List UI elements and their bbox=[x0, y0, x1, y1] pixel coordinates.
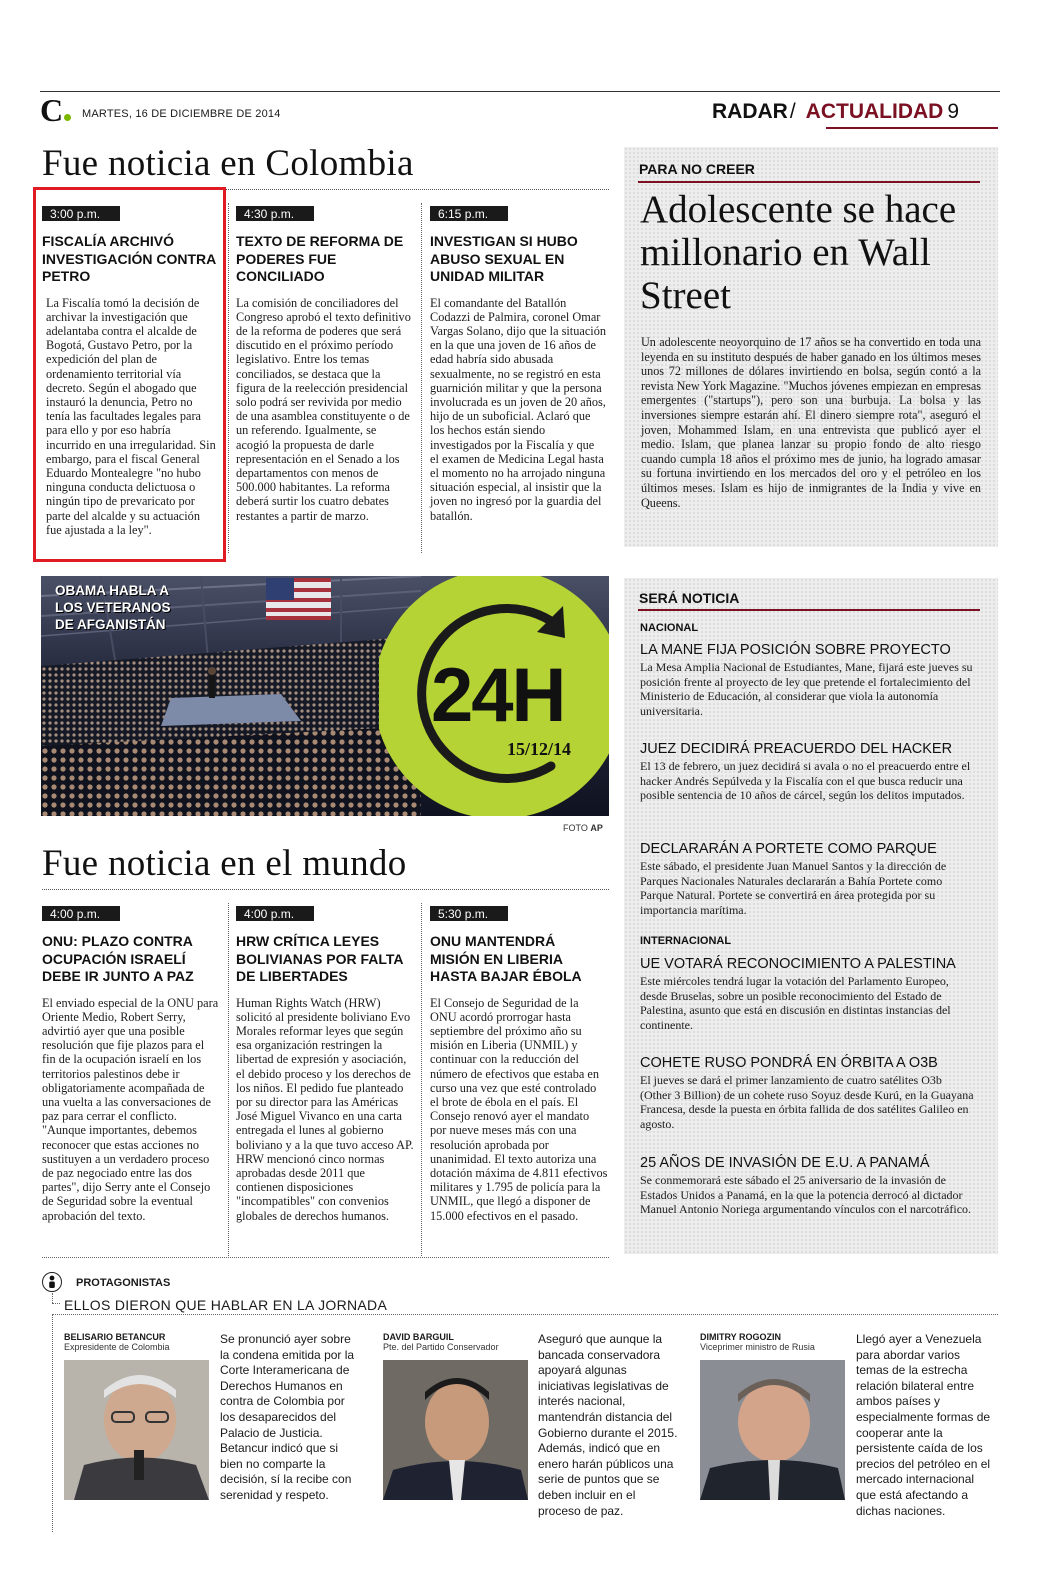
sera-headline: JUEZ DECIDIRÁ PREACUERDO DEL HACKER bbox=[640, 741, 953, 757]
photo-credit: FOTO AP bbox=[563, 823, 603, 833]
panel-rule bbox=[638, 609, 980, 611]
sera-body: Este sábado, el presidente Juan Manuel Santos y la dirección de Parques Nacionales Naturales declararán a Bahía Portete como Parque Natural. Portete se convertirá en área protegida por su importancia marítima. bbox=[640, 859, 947, 917]
badge-24h-text: 24H bbox=[431, 653, 565, 738]
sera-item-3 bbox=[640, 841, 975, 917]
sera-item-6 bbox=[640, 1155, 975, 1217]
section-radar: RADAR bbox=[712, 100, 788, 123]
section-header bbox=[712, 100, 959, 124]
news-headline: INVESTIGAN SI HUBO ABUSO SEXUAL EN UNIDAD MILITAR bbox=[430, 233, 578, 284]
protagonistas-connector bbox=[52, 1303, 60, 1304]
sera-body: La Mesa Amplia Nacional de Estudiantes, Mane, fijará este jueves su posición frente al proyecto de ley que pretende el fortalecimiento del Ministerio de Educación, al considerar que viola la autonomía universitaria. bbox=[640, 660, 973, 718]
column-divider bbox=[228, 203, 229, 553]
sera-headline: DECLARARÁN A PORTETE COMO PARQUE bbox=[640, 841, 937, 857]
american-flag bbox=[266, 578, 331, 620]
time-badge: 6:15 p.m. bbox=[430, 206, 508, 221]
mundo-section-title: Fue noticia en el mundo bbox=[42, 843, 407, 884]
panel-label: PARA NO CREER bbox=[639, 161, 755, 177]
person-icon bbox=[42, 1272, 62, 1292]
protagonist-role: Viceprimer ministro de Rusia bbox=[700, 1342, 815, 1352]
news-body: El Consejo de Seguridad de la ONU acordó prorrogar hasta septiembre del próximo año su misión en Liberia (UNMIL) y continuar con la reducción del número de efectivos que estaba en curso una vez que esté controlado el brote de ébola en el país. El Consejo renovó ayer el mandato por nueve meses más con una resolución aprobada por unanimidad. El texto autoriza una dotación máxima de 4.811 efectivos militares y 1.795 de policía para la UNMIL, que llegó a disponer de 15.000 efectivos en el pasado. bbox=[430, 995, 608, 1223]
protagonist-text: Se pronunció ayer sobre la condena emitida por la Corte Interamericana de Derechos Humanos en contra de Colombia por los desaparecidos del Palacio de Justicia. Betancur indicó que si bien no comparte la decisión, sí la recibe con serenidad y respeto. bbox=[220, 1332, 355, 1502]
colombia-item-2 bbox=[236, 203, 412, 523]
panel-rule bbox=[638, 181, 980, 183]
sera-headline: COHETE RUSO PONDRÁ EN ÓRBITA A O3B bbox=[640, 1055, 938, 1071]
panel-label: SERÁ NOTICIA bbox=[639, 590, 740, 606]
news-headline: TEXTO DE REFORMA DE PODERES FUE CONCILIADO bbox=[236, 233, 404, 284]
sera-headline: 25 AÑOS DE INVASIÓN DE E.U. A PANAMÁ bbox=[640, 1155, 930, 1171]
mundo-item-2 bbox=[236, 903, 414, 1223]
news-headline: ONU MANTENDRÁ MISIÓN EN LIBERIA HASTA BAJAR ÉBOLA bbox=[430, 933, 582, 984]
logo-dot-icon bbox=[64, 114, 71, 121]
sera-body: Se conmemorará este sábado el 25 aniversario de la invasión de Estados Unidos a Panamá, en la que la potencia derrocó al dictador Manuel Antonio Noriega argumentando vínculos con el narcotráfico. bbox=[640, 1173, 972, 1217]
sera-body: El jueves se dará el primer lanzamiento de cuatro satélites O3b (Other 3 Billion) de un cohete ruso Soyuz desde Kurú, en la Guayana Francesa, desde la puesta en órbita fallida de dos satélites Galileo en agosto. bbox=[640, 1073, 974, 1131]
colombia-item-1 bbox=[42, 203, 218, 537]
rogozin-portrait bbox=[700, 1360, 845, 1500]
protagonist-text: Aseguró que aunque la bancada conservadora apoyará algunas iniciativas legislativas de interés nacional, mantendrán distancia del Gobierno durante el 2015. Además, indicó que en enero harán públicos una serie de puntos que se deben incluir en el proceso de paz. bbox=[538, 1332, 678, 1518]
sera-item-5 bbox=[640, 1055, 975, 1131]
masthead-rule bbox=[40, 91, 1000, 92]
protagonist-role: Expresidente de Colombia bbox=[64, 1342, 170, 1352]
protagonist-name: BELISARIO BETANCUR bbox=[64, 1332, 166, 1342]
time-badge: 4:30 p.m. bbox=[236, 206, 314, 221]
news-body: El comandante del Batallón Codazzi de Palmira, coronel Omar Vargas Solano, dijo que la situación en la que una joven de 16 años de edad habría sido abusada sexualmente, no se registró en esta guarnición militar y que la persona involucrada es un joven de 20 años, hijo de un suboficial. Aclaró que los hechos están siendo investigados por la Fiscalía y que el examen de Medicina Legal hasta el momento no ha arrojado ninguna situación especial, al insistir que la joven no ingresó por la guardia del batallón. bbox=[430, 295, 606, 523]
column-divider bbox=[421, 903, 422, 1256]
protagonist-name: DAVID BARGUIL bbox=[383, 1332, 454, 1342]
protagonist-1-header bbox=[64, 1332, 214, 1352]
sera-item-2 bbox=[640, 741, 975, 803]
colombia-section-title: Fue noticia en Colombia bbox=[42, 143, 414, 184]
protagonist-2-header bbox=[383, 1332, 533, 1352]
section-underline bbox=[826, 127, 998, 129]
sera-item-1 bbox=[640, 642, 975, 718]
edition-date: MARTES, 16 DE DICIEMBRE DE 2014 bbox=[82, 108, 281, 120]
section-slash: / bbox=[789, 100, 796, 123]
protagonist-role: Pte. del Partido Conservador bbox=[383, 1342, 499, 1352]
protagonistas-connector bbox=[52, 1293, 53, 1303]
mundo-bottom-rule bbox=[42, 1257, 609, 1258]
protagonistas-side-rule bbox=[52, 1314, 53, 1532]
para-no-creer-panel bbox=[624, 147, 998, 547]
time-badge: 4:00 p.m. bbox=[236, 906, 314, 921]
sera-noticia-panel bbox=[624, 578, 998, 1254]
protagonistas-subtitle: ELLOS DIERON QUE HABLAR EN LA JORNADA bbox=[64, 1297, 388, 1313]
protagonist-text: Llegó ayer a Venezuela para abordar varios temas de la estrecha relación bilateral entre ambos países y especialmente formas de cooperar ante la persistente caída de los precios del petróleo en el mercado internacional que está afectando a dichas naciones. bbox=[856, 1332, 991, 1518]
news-headline: HRW CRÍTICA LEYES BOLIVIANAS POR FALTA DE LIBERTADES bbox=[236, 933, 403, 984]
time-badge: 4:00 p.m. bbox=[42, 906, 120, 921]
betancur-portrait bbox=[64, 1360, 209, 1500]
sera-body: Este miércoles tendrá lugar la votación del Parlamento Europeo, desde Bruselas, sobre un posible reconocimiento del Estado de Palestina, asunto que está en discusión en distintas instancias del continente. bbox=[640, 974, 951, 1032]
category-internacional: INTERNACIONAL bbox=[640, 935, 732, 947]
panel-headline: Adolescente se hace millonario en Wall Street bbox=[640, 188, 957, 317]
news-headline: ONU: PLAZO CONTRA OCUPACIÓN ISRAELÍ DEBE IR JUNTO A PAZ bbox=[42, 933, 194, 984]
sera-body: El 13 de febrero, un juez decidirá si avala o no el preacuerdo entre el hacker Andrés Sepúlveda y la Fiscalía con el que busca reducir una posible sentencia de 10 años de cárcel, según los delitos imputados. bbox=[640, 759, 971, 803]
mundo-item-1 bbox=[42, 903, 220, 1223]
news-headline: FISCALÍA ARCHIVÓ INVESTIGACIÓN CONTRA PETRO bbox=[42, 233, 216, 284]
column-divider bbox=[228, 903, 229, 1256]
protagonist-name: DIMITRY ROGOZIN bbox=[700, 1332, 781, 1342]
sera-item-4 bbox=[640, 956, 975, 1032]
mundo-item-3 bbox=[430, 903, 608, 1223]
time-badge: 3:00 p.m. bbox=[42, 206, 120, 221]
column-divider bbox=[421, 203, 422, 553]
protagonist-3-header bbox=[700, 1332, 850, 1352]
protagonistas-rule bbox=[52, 1314, 998, 1315]
newspaper-logo: C bbox=[40, 94, 71, 126]
mundo-section-rule bbox=[42, 889, 609, 890]
news-body: El enviado especial de la ONU para Oriente Medio, Robert Serry, advirtió ayer que una posible resolución que fije plazos para el fin de la ocupación israelí en los territorios palestinos debe ir obligatoriamente acompañada de una vuelta a las conversaciones de paz para cerrar el conflicto. "Aunque importantes, debemos reconocer que estas acciones no sustituyen a un verdadero proceso de paz negociado entre las dos partes", dijo Serry ante el Consejo de Seguridad sobre la eventual aprobación del texto. bbox=[42, 995, 219, 1223]
badge-24h bbox=[379, 576, 609, 816]
page-number: 9 bbox=[947, 100, 960, 123]
section-actualidad: ACTUALIDAD bbox=[805, 100, 944, 123]
photo-caption: OBAMA HABLA A LOS VETERANOS DE AFGANISTÁN bbox=[55, 583, 171, 632]
obama-photo bbox=[41, 576, 609, 816]
news-body: La Fiscalía tomó la decisión de archivar la investigación que adelantaba contra el alcalde de Bogotá, Gustavo Petro, por la expedición del plan de ordenamiento territorial vía decreto. Según el abogado que instauró la denuncia, Petro no tenía las facultades legales para para ello y por eso habría incurrido en una irregularidad. Sin embargo, para el fiscal General Eduardo Montealegre "no hubo ninguna conducta delictuosa o ningún tipo de prevaricato por parte del alcalde y su actuación fue ajustada a la ley". bbox=[46, 295, 216, 537]
category-nacional: NACIONAL bbox=[640, 622, 699, 634]
sera-headline: LA MANE FIJA POSICIÓN SOBRE PROYECTO bbox=[640, 642, 951, 658]
badge-date: 15/12/14 bbox=[507, 739, 572, 759]
news-body: Human Rights Watch (HRW) solicitó al presidente boliviano Evo Morales reformar leyes que según esa organización restringen la libertad de expresión y asociación, el debido proceso y los derechos de los niños. El pedido fue planteado por su director para las Américas José Miguel Vivanco en una carta entregada el lunes al gobierno boliviano y a la que tuvo acceso AP. HRW mencionó cinco normas aprobadas desde 2011 que contienen disposiciones "incompatibles" con convenios globales de derechos humanos. bbox=[236, 995, 414, 1223]
protagonistas-label: PROTAGONISTAS bbox=[76, 1277, 171, 1289]
panel-body: Un adolescente neoyorquino de 17 años se ha convertido en toda una leyenda en su instituto después de haber ganado en los últimos meses unos 72 millones de dólares invirtiendo en bolsa, según contó a la revista New York Magazine. "Muchos jóvenes empiezan en empresas emergentes ("startups"), pero son una burbuja. La bolsa y las inversiones siempre estarán ahí. El dinero siempre rota", aseguró el joven, Mohammed Islam, en una entrevista que publicó ayer el medio. Islam, que planea lanzar su propio fondo de alto riesgo cuando cumpla 18 años el próximo mes de junio, ha logrado amasar su fortuna invirtiendo en los mercados del oro y el petróleo en los últimos meses. Islam es hijo de inmigrantes de la India y vive en Queens. bbox=[641, 335, 981, 510]
barguil-portrait bbox=[383, 1360, 528, 1500]
news-body: La comisión de conciliadores del Congreso aprobó el texto definitivo de la reforma de poderes que será discutido en el próximo período legislativo. Entre los temas conciliados, se destaca que la figura de la reelección presidencial solo podrá ser revivida por medio de una asamblea constituyente o de un referendo. Igualmente, se acogió la propuesta de darle representación en el Senado a los departamentos con menos de 500.000 habitantes. La reforma deberá surtir los cuatro debates restantes a partir de marzo. bbox=[236, 295, 411, 523]
colombia-item-3 bbox=[430, 203, 606, 523]
sera-headline: UE VOTARÁ RECONOCIMIENTO A PALESTINA bbox=[640, 956, 956, 972]
time-badge: 5:30 p.m. bbox=[430, 906, 508, 921]
